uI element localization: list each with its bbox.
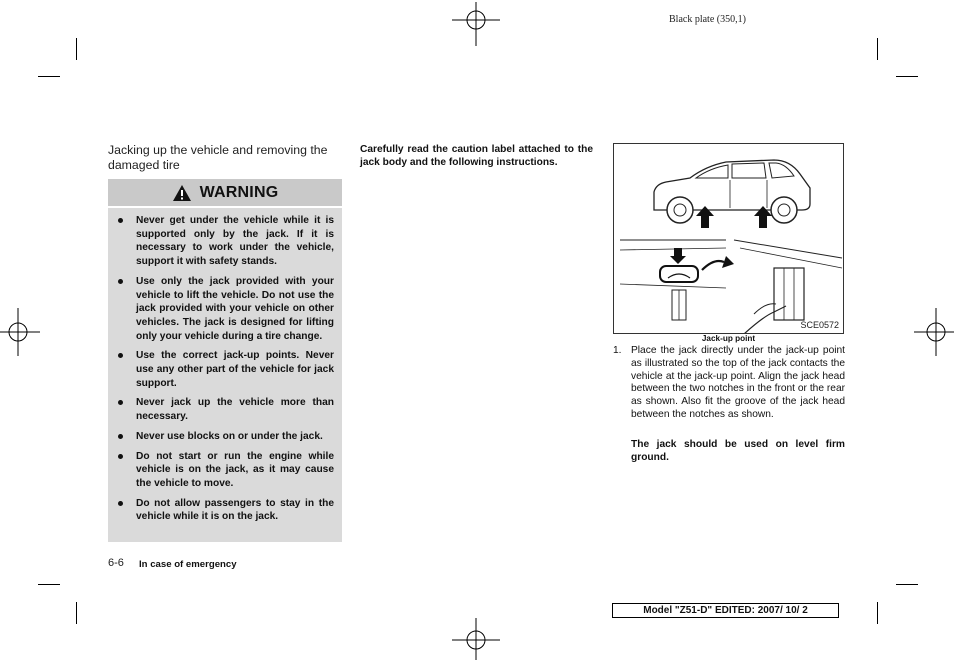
model-edited-box: Model "Z51-D" EDITED: 2007/ 10/ 2	[612, 603, 839, 618]
warning-header	[108, 179, 342, 208]
step-note: The jack should be used on level firm ground.	[631, 439, 845, 463]
warning-item: Never jack up the vehicle more than necessary.	[116, 396, 334, 423]
page-number: 6-6	[108, 557, 124, 569]
registration-mark-left	[0, 306, 40, 358]
warning-item: Do not start or run the engine while vehicle is on the jack, as it may cause the vehicle to move.	[116, 450, 334, 491]
warning-list	[116, 214, 334, 524]
section-title: Jacking up the vehicle and removing the damaged tire	[108, 143, 328, 172]
warning-item: Use the correct jack-up points. Never use any other part of the vehicle for jack support.	[116, 349, 334, 390]
vehicle-jack-illustration	[614, 144, 843, 333]
bullet-icon	[118, 434, 123, 439]
step-text: Place the jack directly under the jack-up point as illustrated so the top of the jack contacts the vehicle at the jack-up point. Align the jack head between the two notches in the front or the rear as shown. Also fit the groove of the jack head between the notches as shown.	[631, 345, 845, 420]
section-footer: In case of emergency	[139, 559, 237, 570]
registration-mark-bottom	[448, 618, 504, 660]
bullet-icon	[118, 454, 123, 459]
warning-item: Never get under the vehicle while it is supported only by the jack. If it is necessary to work under the vehicle, support it with safety stands.	[116, 214, 334, 269]
figure-code: SCE0572	[800, 320, 839, 330]
bullet-icon	[118, 218, 123, 223]
jack-up-figure	[613, 143, 844, 334]
warning-item: Never use blocks on or under the jack.	[116, 430, 334, 444]
warning-label: WARNING	[199, 183, 279, 201]
warning-item: Use only the jack provided with your vehicle to lift the vehicle. Do not use the jack provided with your vehicle on other vehicles. The jack is designed for lifting only your vehicle during a tire change.	[116, 275, 334, 344]
step-1	[613, 345, 845, 422]
warning-body	[108, 208, 342, 542]
bullet-icon	[118, 501, 123, 506]
bullet-icon	[118, 353, 123, 358]
bullet-icon	[118, 400, 123, 405]
registration-mark-right	[914, 306, 954, 358]
bullet-icon	[118, 279, 123, 284]
warning-triangle-icon	[172, 184, 192, 202]
figure-caption: Jack-up point	[701, 334, 756, 343]
warning-item: Do not allow passengers to stay in the vehicle while it is on the jack.	[116, 497, 334, 524]
registration-mark-top	[448, 2, 504, 46]
caution-intro: Carefully read the caution label attached to the jack body and the following instructions.	[360, 144, 593, 169]
step-number: 1.	[613, 345, 622, 356]
plate-label: Black plate (350,1)	[669, 14, 746, 25]
